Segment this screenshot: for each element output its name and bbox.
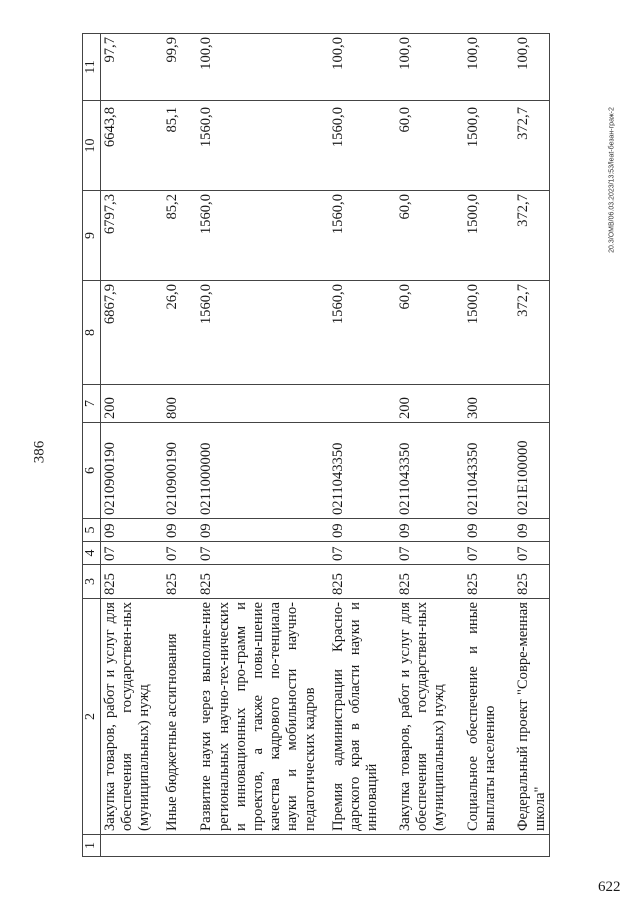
table-row: [197, 34, 329, 857]
column-number: 9: [83, 191, 101, 281]
row-code-admin: 825: [163, 565, 197, 599]
row-value-percent: 99,9: [163, 34, 197, 101]
rotated-table-block: [82, 34, 612, 857]
table-row: [464, 34, 513, 857]
row-value-executed: 1560,0: [329, 101, 396, 191]
row-code-target: 0211043350: [396, 423, 465, 519]
row-code-subsection: 09: [100, 519, 163, 542]
row-value-executed: 85,1: [163, 101, 197, 191]
row-empty-cell: [464, 835, 513, 857]
row-empty-cell: [329, 835, 396, 857]
column-number: 1: [83, 835, 101, 857]
row-code-section: 07: [329, 542, 396, 565]
row-code-section: 07: [197, 542, 329, 565]
row-value-approved: 1560,0: [197, 281, 329, 385]
row-value-executed: 60,0: [396, 101, 465, 191]
row-value-executed: 1560,0: [197, 101, 329, 191]
page-number-top: 386: [31, 440, 48, 464]
row-empty-cell: [514, 835, 550, 857]
row-value-percent: 100,0: [396, 34, 465, 101]
column-number: 6: [83, 423, 101, 519]
row-value-plan: 1500,0: [464, 191, 513, 281]
row-code-expense-type: [197, 385, 329, 423]
row-description: Премия администрации Красно-дарского края в области науки и инноваций: [329, 599, 396, 835]
row-empty-cell: [197, 835, 329, 857]
row-code-section: 07: [100, 542, 163, 565]
row-description: Закупка товаров, работ и услуг для обеспечения государствен-ных (муниципальных) нужд: [396, 599, 465, 835]
row-code-subsection: 09: [163, 519, 197, 542]
document-stamp: 20.3/ОМВ/06.03.2023/13:53/leat-безан-граж-2: [608, 107, 616, 253]
row-value-percent: 100,0: [329, 34, 396, 101]
table-row: [396, 34, 465, 857]
row-code-expense-type: [514, 385, 550, 423]
row-code-subsection: 09: [514, 519, 550, 542]
row-code-section: 07: [163, 542, 197, 565]
row-value-percent: 100,0: [514, 34, 550, 101]
column-number: 5: [83, 519, 101, 542]
row-code-expense-type: 200: [396, 385, 465, 423]
row-value-approved: 1560,0: [329, 281, 396, 385]
table-row: [100, 34, 163, 857]
row-value-percent: 100,0: [197, 34, 329, 101]
row-code-subsection: 09: [329, 519, 396, 542]
row-value-approved: 60,0: [396, 281, 465, 385]
row-value-plan: 85,2: [163, 191, 197, 281]
row-value-percent: 97,7: [100, 34, 163, 101]
row-code-admin: 825: [100, 565, 163, 599]
row-value-plan: 372,7: [514, 191, 550, 281]
row-description: Иные бюджетные ассигнования: [163, 599, 197, 835]
row-empty-cell: [163, 835, 197, 857]
column-number-row: [83, 34, 101, 857]
row-code-target: 0210900190: [163, 423, 197, 519]
row-code-target: 0211000000: [197, 423, 329, 519]
row-value-executed: 6643,8: [100, 101, 163, 191]
row-value-executed: 1500,0: [464, 101, 513, 191]
column-number: 7: [83, 385, 101, 423]
row-code-target: 0211043350: [329, 423, 396, 519]
row-code-subsection: 09: [464, 519, 513, 542]
row-description: Федеральный проект "Совре-менная школа": [514, 599, 550, 835]
column-number: 10: [83, 101, 101, 191]
column-number: 3: [83, 565, 101, 599]
row-code-expense-type: 200: [100, 385, 163, 423]
row-empty-cell: [396, 835, 465, 857]
row-value-approved: 26,0: [163, 281, 197, 385]
row-description: Закупка товаров, работ и услуг для обеспечения государствен-ных (муниципальных) нужд: [100, 599, 163, 835]
row-code-expense-type: [329, 385, 396, 423]
row-value-approved: 372,7: [514, 281, 550, 385]
row-code-admin: 825: [464, 565, 513, 599]
row-code-admin: 825: [329, 565, 396, 599]
row-code-admin: 825: [197, 565, 329, 599]
row-code-target: 0211043350: [464, 423, 513, 519]
row-code-admin: 825: [514, 565, 550, 599]
row-value-percent: 100,0: [464, 34, 513, 101]
row-code-expense-type: 300: [464, 385, 513, 423]
row-code-target: 021Е100000: [514, 423, 550, 519]
row-code-admin: 825: [396, 565, 465, 599]
row-value-executed: 372,7: [514, 101, 550, 191]
row-code-subsection: 09: [197, 519, 329, 542]
table-row: [329, 34, 396, 857]
row-value-approved: 6867,9: [100, 281, 163, 385]
table-row: [163, 34, 197, 857]
column-number: 8: [83, 281, 101, 385]
row-description: Развитие науки через выполне-ние региональных научно-тех-нических и инновационных про-грамм и проектов, а также повы-шение качества кадрового по-тенциала науки и мобильности научно-педагогических кадров: [197, 599, 329, 835]
row-code-section: 07: [514, 542, 550, 565]
column-number: 11: [83, 34, 101, 101]
folio-number: 622: [598, 879, 621, 895]
row-code-subsection: 09: [396, 519, 465, 542]
row-code-section: 07: [396, 542, 465, 565]
row-value-plan: 6797,3: [100, 191, 163, 281]
budget-table: [82, 33, 550, 857]
column-number: 4: [83, 542, 101, 565]
row-code-section: 07: [464, 542, 513, 565]
row-value-plan: 1560,0: [329, 191, 396, 281]
table-row: [514, 34, 550, 857]
row-description: Социальное обеспечение и иные выплаты населению: [464, 599, 513, 835]
row-empty-cell: [100, 835, 163, 857]
column-number: 2: [83, 599, 101, 835]
row-value-approved: 1500,0: [464, 281, 513, 385]
row-value-plan: 1560,0: [197, 191, 329, 281]
row-code-target: 0210900190: [100, 423, 163, 519]
row-code-expense-type: 800: [163, 385, 197, 423]
row-value-plan: 60,0: [396, 191, 465, 281]
